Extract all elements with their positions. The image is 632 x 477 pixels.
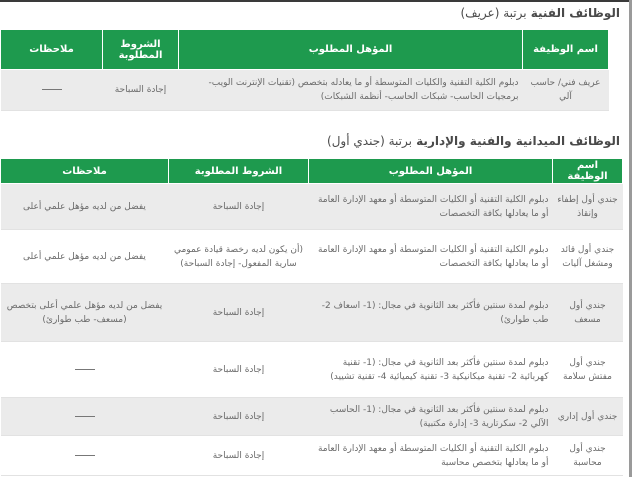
col-header-notes: ملاحظات	[1, 30, 103, 70]
notes-cell: يفضل من لديه مؤهل علمي أعلى	[1, 230, 169, 284]
section-title-text: الوظائف الميدانية والفنية والإدارية	[416, 134, 620, 148]
conditions-cell: إجادة السباحة	[169, 184, 309, 230]
job-name-cell: جندي أول إطفاء وإنقاذ	[553, 184, 623, 230]
empty-dash	[75, 416, 95, 417]
table-row	[1, 284, 623, 342]
job-name-cell: جندي أول إداري	[553, 398, 623, 436]
qualification-cell: دبلوم الكلية التقنية أو الكليات المتوسطة أو معهد الإدارة العامة أو ما يعادلها بتخصص محاسبة	[309, 436, 553, 476]
qualification-cell: دبلوم لمدة سنتين فأكثر بعد الثانوية في مجال: (1- تقنية كهربائية 2- تقنية ميكانيكية 3- تقنية كيميائية 4- تقنية تشييد)	[309, 342, 553, 398]
table-row	[1, 230, 623, 284]
qualification-cell: دبلوم الكلية التقنية أو الكليات المتوسطة أو معهد الإدارة العامة أو ما يعادلها بكافة التخصصات	[309, 184, 553, 230]
conditions-cell: (أن يكون لديه رخصة قيادة عمومي سارية المفعول- إجادة السباحة)	[169, 230, 309, 284]
col-header-qualification: المؤهل المطلوب	[309, 159, 553, 184]
section-rank-text: برتبة (جندي أول)	[327, 134, 412, 148]
conditions-cell: إجادة السباحة	[169, 398, 309, 436]
col-header-qualification: المؤهل المطلوب	[179, 30, 523, 70]
col-header-conditions: الشروط المطلوبة	[103, 30, 179, 70]
empty-dash	[75, 455, 95, 456]
table-row	[1, 436, 623, 476]
section-title-field	[327, 134, 620, 148]
job-name-cell: عريف فني/ حاسب آلي	[523, 70, 609, 111]
job-name-cell: جندي أول قائد ومشغل آليات	[553, 230, 623, 284]
conditions-cell: إجادة السباحة	[169, 284, 309, 342]
conditions-cell: إجادة السباحة	[169, 342, 309, 398]
top-border	[0, 0, 632, 2]
col-header-job-name: اسم الوظيفة	[553, 159, 623, 184]
notes-cell	[1, 436, 169, 476]
job-name-cell: جندي أول مفتش سلامة	[553, 342, 623, 398]
empty-dash	[75, 369, 95, 370]
job-name-cell: جندي أول مسعف	[553, 284, 623, 342]
section-title-text: الوظائف الفنية	[530, 6, 620, 20]
technical-jobs-table	[0, 29, 609, 111]
job-name-cell: جندي أول محاسبة	[553, 436, 623, 476]
conditions-cell: إجادة السباحة	[103, 70, 179, 111]
qualification-cell: دبلوم الكلية التقنية والكليات المتوسطة أو ما يعادله بتخصص (تقنيات الإنترنت الويب- برمجيات الحاسب- شبكات الحاسب- أنظمة الشبكات)	[179, 70, 523, 111]
section-title-technical	[460, 6, 620, 20]
qualification-cell: دبلوم لمدة سنتين فأكثر بعد الثانوية في مجال: (1- الحاسب الآلي 2- سكرتارية 3- إدارة مكتبية)	[309, 398, 553, 436]
notes-cell	[1, 342, 169, 398]
qualification-cell: دبلوم لمدة سنتين فأكثر بعد الثانوية في مجال: (1- اسعاف 2- طب طوارئ)	[309, 284, 553, 342]
notes-cell	[1, 70, 103, 111]
table-row	[1, 70, 609, 111]
table-row	[1, 342, 623, 398]
notes-cell: يفضل من لديه مؤهل علمي أعلى	[1, 184, 169, 230]
field-jobs-table	[0, 158, 623, 476]
col-header-notes: ملاحظات	[1, 159, 169, 184]
table-row	[1, 184, 623, 230]
conditions-cell: إجادة السباحة	[169, 436, 309, 476]
col-header-job-name: اسم الوظيفة	[523, 30, 609, 70]
col-header-conditions: الشروط المطلوبة	[169, 159, 309, 184]
qualification-cell: دبلوم الكلية التقنية أو الكليات المتوسطة أو معهد الإدارة العامة أو ما يعادلها بكافة التخصصات	[309, 230, 553, 284]
notes-cell	[1, 398, 169, 436]
section-rank-text: برتبة (عريف)	[460, 6, 527, 20]
notes-cell: يفضل من لديه مؤهل علمي أعلى بتخصص (مسعف- طب طوارئ)	[1, 284, 169, 342]
table-row	[1, 398, 623, 436]
empty-dash	[42, 89, 62, 90]
